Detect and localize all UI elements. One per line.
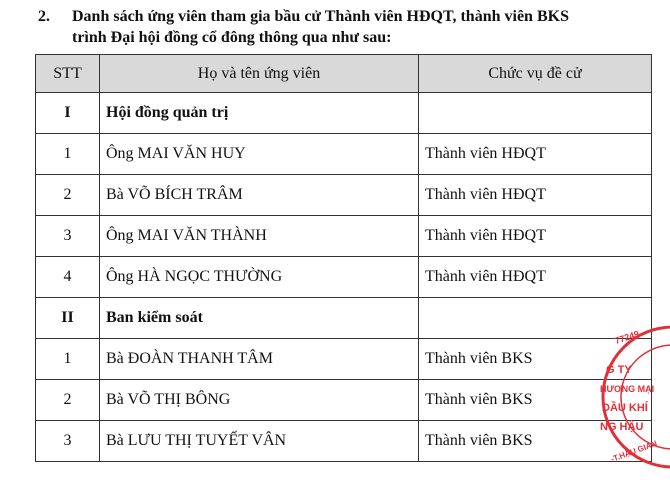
row-stt: II [36,298,100,339]
row-name: Bà ĐOÀN THANH TÂM [100,339,419,380]
table-row [36,134,652,175]
row-position [419,298,652,339]
seal-text: HƯƠNG MẠI [600,384,655,394]
section-title-line2: trình Đại hội đồng cổ đông thông qua như sau: [72,29,392,46]
seal-text: G TY [606,364,632,376]
row-position: Thành viên HĐQT [419,216,652,257]
row-position: Thành viên HĐQT [419,175,652,216]
candidate-table [35,54,655,462]
row-position: Thành viên BKS [419,380,652,421]
row-name: Bà LƯU THỊ TUYẾT VÂN [100,421,419,462]
header-stt: STT [36,55,100,93]
row-position: Thành viên HĐQT [419,134,652,175]
table-row [36,257,652,298]
row-name: Ban kiểm soát [100,298,419,339]
row-position: Thành viên BKS [419,339,652,380]
row-stt: I [36,93,100,134]
row-stt: 3 [36,216,100,257]
table-header-row [36,55,652,93]
seal-text: 77249 [613,328,641,346]
table-row [36,216,652,257]
table-row-group-board [36,93,652,134]
row-position [419,93,652,134]
table-row-group-supervisory [36,298,652,339]
table-row [36,175,652,216]
header-name: Họ và tên ứng viên [100,55,419,93]
row-name: Ông MAI VĂN THÀNH [100,216,419,257]
row-stt: 1 [36,339,100,380]
section-title-line1: Danh sách ứng viên tham gia bầu cử Thành viên HĐQT, thành viên BKS [72,8,569,25]
seal-text: NG HẬU [600,421,644,433]
row-stt: 2 [36,380,100,421]
seal-text: -T.HẬU GIAN [609,438,659,464]
row-position: Thành viên BKS [419,421,652,462]
row-stt: 4 [36,257,100,298]
row-name: Bà VÕ BÍCH TRÂM [100,175,419,216]
row-name: Ông MAI VĂN HUY [100,134,419,175]
table-row [36,380,652,421]
row-name: Ông HÀ NGỌC THƯỜNG [100,257,419,298]
section-number: 2. [38,8,50,25]
row-stt: 1 [36,134,100,175]
row-position: Thành viên HĐQT [419,257,652,298]
seal-text: DẦU KHÍ [602,402,648,414]
row-stt: 2 [36,175,100,216]
row-name: Bà VÕ THỊ BÔNG [100,380,419,421]
row-name: Hội đồng quản trị [100,93,419,134]
row-stt: 3 [36,421,100,462]
table-row [36,339,652,380]
table-row [36,421,652,462]
header-position: Chức vụ đề cử [419,55,652,93]
